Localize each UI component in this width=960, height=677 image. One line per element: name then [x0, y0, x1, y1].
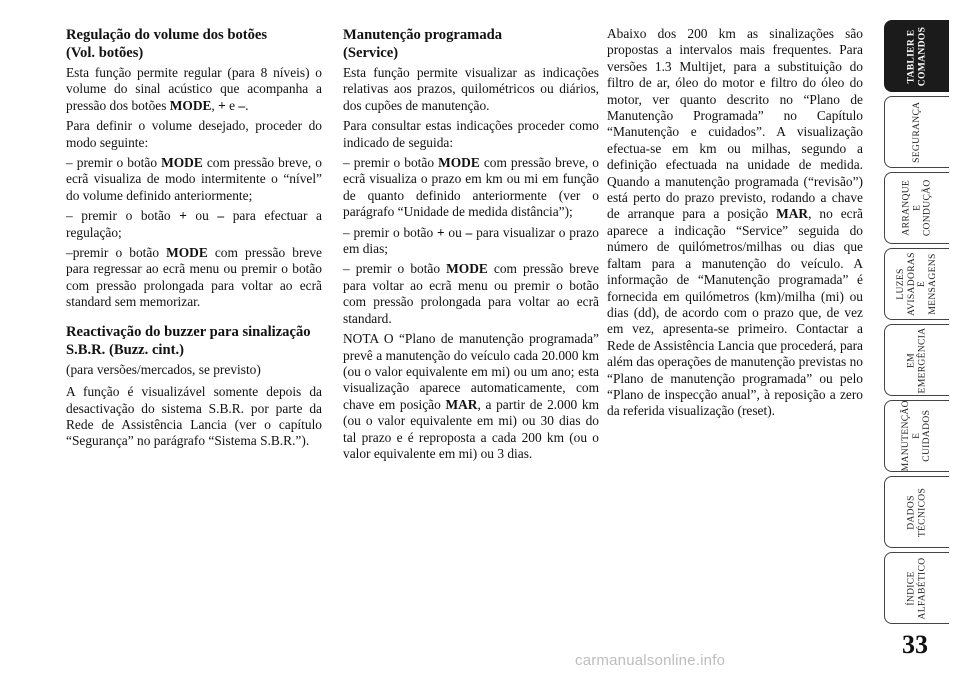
section-title-service: Manutenção programada (Service)	[343, 27, 503, 61]
paragraph: – premir o botão + ou – para efectuar a regulação;	[66, 208, 322, 240]
paragraph: Para consultar estas indicações proceder como indicado de seguida:	[343, 118, 599, 150]
paragraph: – premir o botão MODE com pressão breve para voltar ao ecrã menu ou premir o botão com pressão prolongada para voltar ao ecrã standard.	[343, 261, 599, 326]
paragraph: Esta função permite regular (para 8 níveis) o volume do sinal acústico que acompanha a pressão dos botões MODE, + e –.	[66, 65, 322, 113]
paragraph: – premir o botão MODE com pressão breve, o ecrã visualiza de modo intermitente o “nível” do volume definido anteriormente;	[66, 155, 322, 203]
tab-luzes-avisadoras[interactable]: LUZES AVISADORAS E MENSAGENS	[884, 248, 949, 320]
paragraph: Esta função permite visualizar as indicações relativas aos prazos, quilométricos ou diários, dos cupões de manutenção.	[343, 65, 599, 113]
paragraph: Abaixo dos 200 km as sinalizações são propostas a intervalos mais frequentes. Para versões 1.3 Multijet, para a substituição do filtro de ar, óleo do motor e filtro do óleo do motor, ver quanto descrito no “Plano de Manutenção Programada” no Capítulo “Manutenção e cuidados”. A visualização efectua-se em km ou milhas, segundo a definição efectuada na unidade de medida. Quando a manutenção programada (“revisão”) está perto do prazo previsto, rodando a chave de arranque para a posição MAR, no ecrã aparece a indicação “Service” seguida do número de quilómetros/milhas ou dias que faltam para a manutenção do veículo. A informação de “Manutenção programada” é fornecida em quilómetros (km)/milha (mi) ou dias (dd), de acordo com o prazo que, de vez em vez, apresenta-se primeiro. Contactar a Rede de Assistência Lancia que procederá, para além das operações de manutenção previstas no “Plano de manutenção programada” ou pelo “Plano de inspecção anual”, à reposição a zero da referida visualização (reset).	[607, 26, 863, 419]
note-paragraph: NOTA O “Plano de manutenção programada” prevê a manutenção do veículo cada 20.000 km (ou o valor equivalente em mi) ou um ano; esta visualização aparece automaticamente, com chave em posição MAR, a partir de 2.000 km (ou o valor equivalente em mi) ou 30 dias do tal prazo e é reproposta a cada 200 km (ou o valor equivalente em mi) ou 3 dias.	[343, 331, 600, 461]
column-left	[66, 26, 322, 454]
paragraph: –premir o botão MODE com pressão breve para regressar ao ecrã menu ou premir o botão com pressão prolongada para voltar ao ecrã standard sem memorizar.	[66, 245, 322, 310]
paragraph: – premir o botão + ou – para visualizar o prazo em dias;	[343, 224, 599, 257]
page-number: 33	[902, 630, 928, 659]
watermark: carmanualsonline.info	[575, 652, 726, 669]
tab-indice-alfabetico[interactable]: ÍNDICE ALFABÉTICO	[884, 552, 949, 624]
tab-arranque-conducao[interactable]: ARRANQUE E CONDUÇÃO	[884, 172, 949, 244]
tab-manutencao-cuidados[interactable]: MANUTENÇÃO E CUIDADOS	[884, 400, 949, 472]
column-right	[607, 26, 863, 424]
column-middle	[343, 26, 599, 466]
paragraph: – premir o botão MODE com pressão breve, o ecrã visualiza o prazo em km ou mi em função de quanto definido anteriormente (ver o parágrafo “Unidade de medida distância”);	[343, 155, 599, 220]
section-title-buzzer: Reactivação do buzzer para sinalização S.B.R. (Buzz. cint.)	[66, 323, 311, 358]
tab-seguranca[interactable]: SEGURANÇA	[884, 96, 949, 168]
tab-tablier-comandos[interactable]: TABLIER E COMANDOS	[884, 20, 949, 92]
tab-em-emergencia[interactable]: EM EMERGÊNCIA	[884, 324, 949, 396]
section-title-volume: Regulação do volume dos botões (Vol. botões)	[66, 27, 268, 61]
section-note: (para versões/mercados, se previsto)	[66, 361, 261, 377]
paragraph: A função é visualizável somente depois da desactivação do sistema S.B.R. por parte da Rede de Assistência Lancia (ver o capítulo “Segurança” no parágrafo “Sistema S.B.R.”).	[66, 384, 322, 449]
tab-dados-tecnicos[interactable]: DADOS TÉCNICOS	[884, 476, 949, 548]
paragraph: Para definir o volume desejado, proceder do modo seguinte:	[66, 118, 322, 150]
